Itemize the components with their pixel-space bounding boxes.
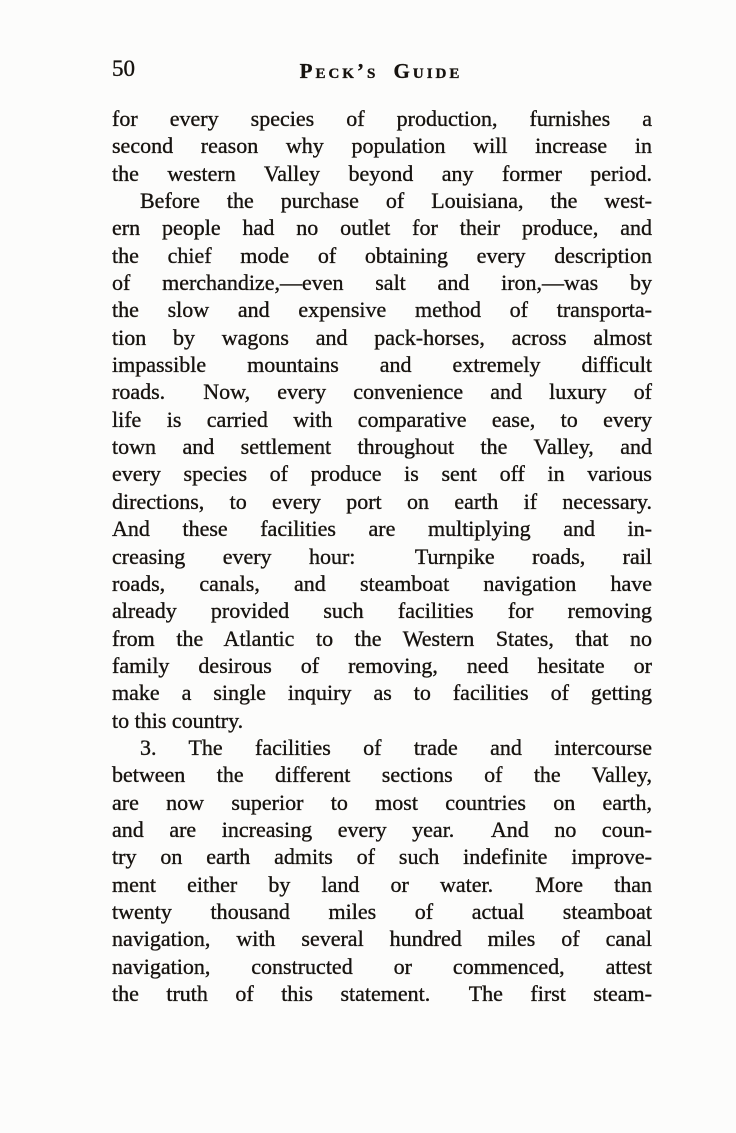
text-line: the chief mode of obtaining every description xyxy=(112,242,652,268)
text-line: already provided such facilities for removing xyxy=(112,598,652,624)
text-line: impassible mountains and extremely difficult xyxy=(112,352,652,378)
text-line: to this country. xyxy=(112,707,244,733)
text-line: and are increasing every year. And no coun- xyxy=(112,816,652,842)
text-line: the slow and expensive method of transporta- xyxy=(112,297,652,323)
text-line: for every species of production, furnishes a xyxy=(112,106,652,131)
text-line: ern people had no outlet for their produce, and xyxy=(112,215,652,241)
text-line: tion by wagons and pack-horses, across almost xyxy=(112,324,652,350)
text-line: make a single inquiry as to facilities of getting xyxy=(112,680,652,706)
text-line: family desirous of removing, need hesitate or xyxy=(112,652,652,678)
text-line: roads, canals, and steamboat navigation have xyxy=(112,570,652,596)
text-line: the truth of this statement. The first steam- xyxy=(112,981,652,1006)
body-text xyxy=(112,105,652,1007)
text-line: creasing every hour: Turnpike roads, rail xyxy=(112,543,652,569)
text-line: directions, to every port on earth if necessary. xyxy=(112,488,652,514)
text-line: are now superior to most countries on earth, xyxy=(112,789,652,815)
text-line: town and settlement throughout the Valley, and xyxy=(112,434,652,460)
text-line: roads. Now, every convenience and luxury of xyxy=(112,379,652,405)
text-line: navigation, constructed or commenced, attest xyxy=(112,953,652,979)
running-header-title: Peck’s Guide xyxy=(299,59,463,83)
text-line: life is carried with comparative ease, to every xyxy=(112,406,652,432)
text-line: twenty thousand miles of actual steamboat xyxy=(112,898,652,924)
text-line: Before the purchase of Louisiana, the west- xyxy=(140,188,652,214)
text-line: try on earth admits of such indefinite improve- xyxy=(112,844,652,870)
text-line: from the Atlantic to the Western States, that no xyxy=(112,625,652,651)
text-line: second reason why population will increase in xyxy=(112,133,652,159)
text-line: between the different sections of the Valley, xyxy=(112,762,652,788)
text-line: every species of produce is sent off in various xyxy=(112,461,652,487)
text-line: the western Valley beyond any former period. xyxy=(112,160,652,186)
text-line: 3. The facilities of trade and intercourse xyxy=(140,734,652,760)
page-number: 50 xyxy=(112,56,135,81)
text-line: And these facilities are multiplying and in- xyxy=(112,516,652,542)
text-line: ment either by land or water. More than xyxy=(112,871,652,897)
text-line: navigation, with several hundred miles of canal xyxy=(112,926,652,952)
text-line: of merchandize,—even salt and iron,—was by xyxy=(112,270,652,296)
